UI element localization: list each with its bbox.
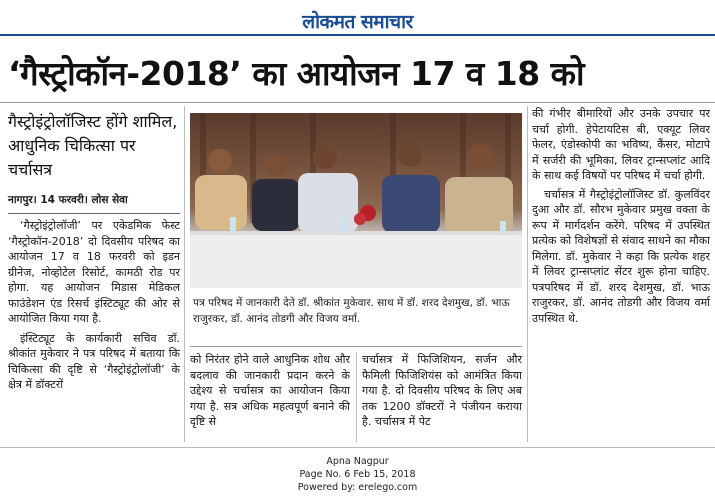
photo-illustration [190, 113, 522, 288]
paragraph: इंस्टिट्यूट के कार्यकारी सचिव डॉ. श्रीकांत मुकेवार ने पत्र परिषद में बताया कि चिकित्सा की दृष्टि से ‘गैस्ट्रोइंट्रोलॉजी’ के क्षेत्र में डॉक्टरों [8, 331, 180, 391]
paragraph: की गंभीर बीमारियों और उनके उपचार पर चर्चा होगी. हेपेटायटिस बी, एक्यूट लिवर फेलर, एंडोस्कोपी का भविष्य, कैंसर, मोटापे में सर्जरी की भूमिका, लिवर ट्रान्सप्लांट आदि के साथ कई विषयों पर परिषद में चर्चा होगी. [532, 107, 710, 182]
dateline: नागपुर। 14 फरवरी। लोस सेवा [8, 194, 128, 206]
masthead-rule [0, 34, 715, 36]
footer-rule [0, 447, 715, 448]
headline: ‘गैस्ट्रोकॉन-2018’ का आयोजन 17 व 18 को [8, 54, 585, 93]
article-column-1 [8, 218, 180, 397]
caption-rule [190, 346, 522, 347]
footer-page-date: Page No. 6 Feb 15, 2018 [299, 469, 416, 480]
dateline-rule [8, 213, 180, 214]
masthead: लोकमत समाचार [302, 11, 413, 33]
article-column-4 [532, 106, 710, 329]
photo-caption: पत्र परिषद में जानकारी देते डॉ. श्रीकांत मुकेवार. साथ में डॉ. शरद देशमुख, डॉ. भाऊ राजुरकर, डॉ. आनंद तोडगी और विजय वर्मा. [193, 297, 510, 325]
paragraph: ‘गैस्ट्रोइंट्रोलॉजी’ पर एकेडमिक फेस्ट ‘गैस्ट्रोकॉन-2018’ दो दिवसीय परिषद का आयोजन 17 व 18 फरवरी को इडन ग्रीनेज, नोव्होटेल रिसोर्ट, कामठी रोड पर होगा. यह आयोजन मिडास मेडिकल फाउंडेशन एंड रिसर्च इंस्टिट्यूट की ओर से आयोजित किया गया है. [8, 219, 180, 325]
article-column-3: चर्चासत्र में फिजिशियन, सर्जन और फैमिली फिजिशियंस को आमंत्रित किया गया है. दो दिवसीय परिषद के लिए अब तक 1200 डॉक्टरों ने पंजीयन कराया है. चर्चासत्र में पेट [362, 353, 522, 428]
headline-rule [0, 102, 715, 103]
column-divider [184, 106, 185, 442]
press-conference-photo [190, 113, 522, 288]
footer-powered-by: Powered by: erelego.com [297, 482, 418, 493]
page-footer [0, 455, 715, 494]
column-divider [527, 106, 528, 442]
column-divider [356, 352, 357, 442]
subheadline: गैस्ट्रोइंट्रोलॉजिस्ट होंगे शामिल, आधुनिक चिकित्सा पर चर्चासत्र [8, 112, 178, 179]
paragraph: चर्चासत्र में गैस्ट्रोइंट्रोलॉजिस्ट डॉ. कुलविंदर दुआ और डॉ. सौरभ मुकेवार प्रमुख वक्ता के रूप में मार्गदर्शन करेंगे. परिषद में उपस्थित प्रत्येक को विशेषज्ञों से संवाद साधने का मौका मिलेगा. डॉ. मुकेवार ने कहा कि प्रत्येक शहर में लिवर ट्रान्सप्लांट सेंटर शुरू होना चाहिए. पत्रपरिषद में डॉ. शरद देशमुख, डॉ. भाऊ राजुरकर, डॉ. आनंद तोडगी और विजय वर्मा उपस्थित थे. [532, 187, 710, 325]
article-column-2: को निरंतर होने वाले आधुनिक शोध और बदलाव की जानकारी प्रदान करने के उद्देश्य से चर्चासत्र का आयोजन किया गया है. सत्र अधिक महत्वपूर्ण बनाने की दृष्टि से [190, 353, 350, 428]
footer-publication: Apna Nagpur [326, 456, 389, 467]
